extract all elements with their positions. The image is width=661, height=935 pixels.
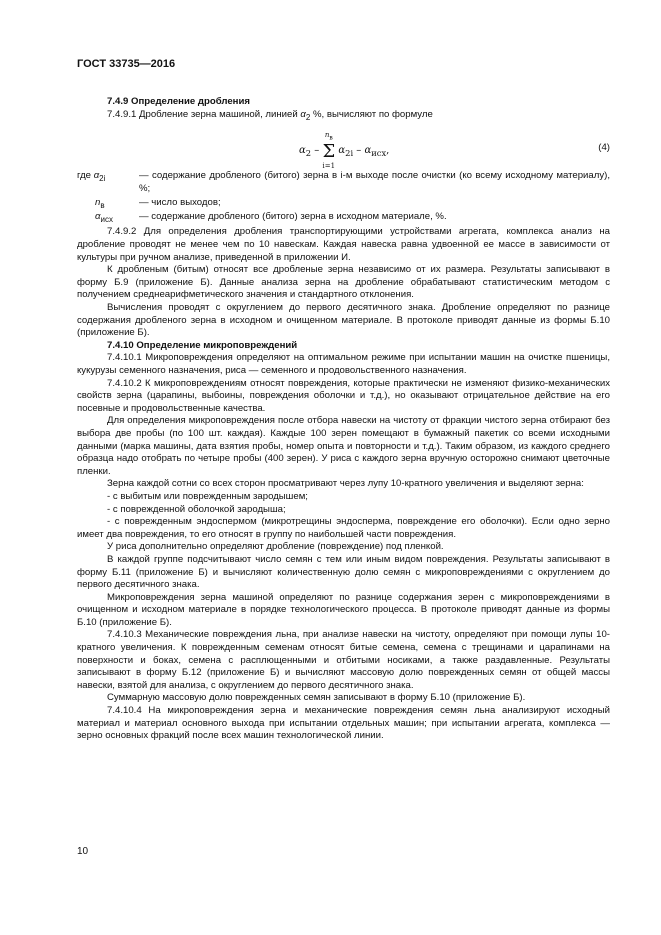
formula-4 <box>77 124 610 170</box>
paragraph: Зерна каждой сотни со всех сторон просматривают через лупу 10-кратного увеличения и выделяют зерна: <box>107 478 584 490</box>
document-body <box>77 96 610 743</box>
section-7-4-9-title: 7.4.9 Определение дробления <box>107 96 250 107</box>
list-item: - с выбитым или поврежденным зародышем; <box>107 490 308 502</box>
paragraph: Суммарную массовую долю поврежденных семян записывают в форму Б.10 (приложение Б). <box>107 692 526 704</box>
page-number: 10 <box>77 846 89 857</box>
list-item: - с поврежденной оболочкой зародыша; <box>107 503 286 515</box>
paragraph: В каждой группе подсчитывают число семян с тем или иным видом повреждения. Результаты записывают в форму Б.11 (приложение Б) и вычисляют количественную долю семян с микроповреждениями с округлением до первого десятичного знака. <box>77 553 610 591</box>
paragraph-7-4-10-2: 7.4.10.2 К микроповреждениям относят повреждения, которые практически не изменяют физико-механических свойств зерна (царапины, выбоины, повреждения оболочки и т.д.), но оказывают отрицательное действие на его посевные и продовольственные качества. <box>77 377 610 414</box>
section-7-4-10-title: 7.4.10 Определение микроповреждений <box>107 339 298 351</box>
paragraph: У риса дополнительно определяют дробление (повреждение) под пленкой. <box>107 541 444 553</box>
paragraph-7-4-9-2: 7.4.9.2 Для определения дробления транспортирующими устройствами агрегата, комплекса анализ на дробление проводят не менее чем по 10 навескам. Каждая навеска равна удвоенной ее массе в зависимости от культуры при ручном анализе, приведенной в приложении И. <box>77 226 610 263</box>
paragraph-7-4-10-4: 7.4.10.4 На микроповреждения зерна и механические повреждения семян льна анализируют исходный материал и материал основного выхода при испытании отдельных машин; при испытании агрегата, комплекса — зерно основных фракций после всех машин технологической линии. <box>77 705 610 742</box>
paragraph-7-4-10-3: 7.4.10.3 Механические повреждения льна, при анализе навески на чистоту, определяют при помощи лупы 10-кратного увеличения. К поврежденным семенам относят битые семена, семена с трещинами и царапинами на поверхности и боках, семена с расплющенными и отбитыми носиками, а также раздавленные. Результаты записывают в форму Б.12 (приложение Б) и вычисляют массовую долю поврежденных семян от общей массы навески, взятой для анализа, с округлением до первого десятичного знака. <box>77 629 610 691</box>
alpha2-symbol: $\alpha_2$ <box>300 108 311 122</box>
paragraph-7-4-9-1 <box>77 109 610 125</box>
paragraph-7-4-10-1: 7.4.10.1 Микроповреждения определяют на оптимальном режиме при испытании машин на очистке пшеницы, кукурузы семенного назначения, риса — семенного и продовольственного назначения. <box>77 352 610 376</box>
para-text: 7.4.9.1 Дробление зерна машиной, линией <box>107 108 298 120</box>
document-header: ГОСТ 33735—2016 <box>77 58 176 70</box>
list-item: - с поврежденным эндоспермом (микротрещины эндосперма, повреждение его оболочки). Если одно зерно имеет два повреждения, то его относят в группу по наибольшей части повреждения. <box>77 516 610 540</box>
paragraph: Вычисления проводят с округлением до первого десятичного знака. Дробление определяют по разнице содержания дробленого зерна в исходном и очищенном материале. В протоколе приводят данные из формы Б.10 (приложение Б). <box>77 302 610 339</box>
paragraph: Для определения микроповреждения после отбора навески на чистоту от фракции чистого зерна отбирают без выбора две пробы (по 100 шт. каждая). Каждые 100 зерен помещают в бумажный пакетик со всеми исходными данными (марка машины, дата взятия пробы, номер опыта и повторности и т.д.). Таким образом, из каждого среднего образца надо отобрать по четыре пробы (400 зерен). У риса с каждого зерна вручную осторожно снимают цветочные пленки. <box>77 415 610 477</box>
paragraph: К дробленым (битым) относят все дробленые зерна независимо от их размера. Результаты записывают в форму Б.9 (приложение Б). Данные анализа зерна на дробление обрабатывают статистическим методом с получением среднеарифметического значения и стандартного отклонения. <box>77 264 610 301</box>
definition-alpha2i: где $\alpha_{2i}$ — содержание дробленого (битого) зерна в i-м выходе после очистки (ко всему исходному материалу), %; <box>77 170 610 194</box>
sum-operator: $n_в$ Σ i=1 <box>322 131 336 171</box>
paragraph: Микроповреждения зерна машиной определяют по разнице содержания зерен с микроповреждениями в очищенном и исходном материале в порядке технологического процесса. В протоколе приводят данные из формы Б.10 (приложение Б). <box>77 591 610 628</box>
para-text: %, вычисляют по формуле <box>313 108 433 120</box>
formula-number: (4) <box>598 142 610 154</box>
definition-alpha-isx: $\alpha_{исх}$ — содержание дробленого (битого) зерна в исходном материале, %. <box>95 210 447 224</box>
definition-nv: $n_в$ — число выходов; <box>95 197 221 211</box>
formula-expression: $\alpha_2$ – $n_в$ Σ i=1 $\alpha_{2i} - \alpha_{исх}$, <box>299 131 390 171</box>
